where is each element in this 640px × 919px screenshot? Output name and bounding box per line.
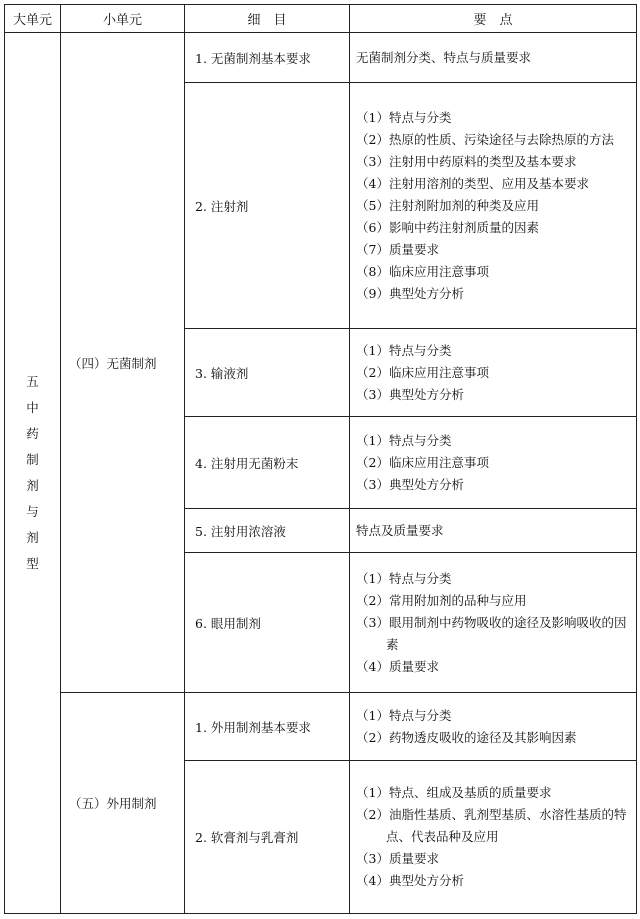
syllabus-table <box>4 4 637 914</box>
detail-cell: 4. 注射用无菌粉末 <box>185 417 350 509</box>
major-unit-cell <box>5 33 61 914</box>
points-cell <box>350 417 637 509</box>
detail-cell: 1. 外用制剂基本要求 <box>185 693 350 761</box>
point-item: （1）特点、组成及基质的质量要求 <box>356 785 552 800</box>
point-item: （1）特点与分类 <box>356 707 452 723</box>
header-minor: 小单元 <box>61 5 185 33</box>
header-detail: 细 目 <box>185 5 350 33</box>
table-row <box>5 693 637 761</box>
point-item: （3）典型处方分析 <box>356 476 464 492</box>
point-item: （1）特点与分类 <box>356 342 452 358</box>
point-item: （3）典型处方分析 <box>356 386 464 402</box>
header-major: 大单元 <box>5 5 61 33</box>
point-item: （3）眼用制剂中药物吸收的途径及影响吸收的因素 <box>356 614 627 652</box>
point-item: （8）临床应用注意事项 <box>356 263 489 279</box>
point-item: （2）热原的性质、污染途径与去除热原的方法 <box>356 131 614 147</box>
minor-unit-label: （五）外用制剂 <box>69 796 157 811</box>
point-item: （3）注射用中药原料的类型及基本要求 <box>356 153 577 169</box>
point-item: （2）临床应用注意事项 <box>356 454 489 470</box>
points-cell <box>350 33 637 83</box>
detail-cell: 5. 注射用浓溶液 <box>185 509 350 553</box>
detail-cell: 1. 无菌制剂基本要求 <box>185 33 350 83</box>
point-item: （3）质量要求 <box>356 851 439 866</box>
point-item: （2）常用附加剂的品种与应用 <box>356 592 527 608</box>
point-item: （4）注射用溶剂的类型、应用及基本要求 <box>356 175 589 191</box>
detail-cell: 2. 注射剂 <box>185 83 350 329</box>
point-item: （5）注射剂附加剂的种类及应用 <box>356 197 539 213</box>
point-item: （2）油脂性基质、乳剂型基质、水溶性基质的特点、代表品种及应用 <box>356 807 627 844</box>
detail-cell: 6. 眼用制剂 <box>185 553 350 693</box>
minor-unit-cell <box>61 33 185 693</box>
point-item: （2）药物透皮吸收的途径及其影响因素 <box>356 729 577 745</box>
table-row <box>5 33 637 83</box>
points-cell <box>350 329 637 417</box>
header-row <box>5 5 637 33</box>
point-item: （4）典型处方分析 <box>356 873 464 888</box>
points-cell <box>350 553 637 693</box>
point-item: （1）特点与分类 <box>356 432 452 448</box>
minor-unit-label: （四）无菌制剂 <box>69 355 157 371</box>
major-unit-label: 五 中药制剂与剂型 <box>26 374 52 571</box>
minor-unit-cell <box>61 693 185 914</box>
points-cell <box>350 83 637 329</box>
points-cell <box>350 693 637 761</box>
point-item: （2）临床应用注意事项 <box>356 364 489 380</box>
point-item: （1）特点与分类 <box>356 570 452 586</box>
header-points: 要 点 <box>350 5 637 33</box>
point-item: （7）质量要求 <box>356 241 439 257</box>
points-cell <box>350 761 637 914</box>
point-item: （4）质量要求 <box>356 658 439 674</box>
points-cell <box>350 509 637 553</box>
point-item: 无菌制剂分类、特点与质量要求 <box>356 49 532 65</box>
detail-cell: 2. 软膏剂与乳膏剂 <box>185 761 350 914</box>
point-item: （6）影响中药注射剂质量的因素 <box>356 219 539 235</box>
point-item: （1）特点与分类 <box>356 109 452 125</box>
point-item: （9）典型处方分析 <box>356 285 464 301</box>
detail-cell: 3. 输液剂 <box>185 329 350 417</box>
point-item: 特点及质量要求 <box>356 522 444 538</box>
